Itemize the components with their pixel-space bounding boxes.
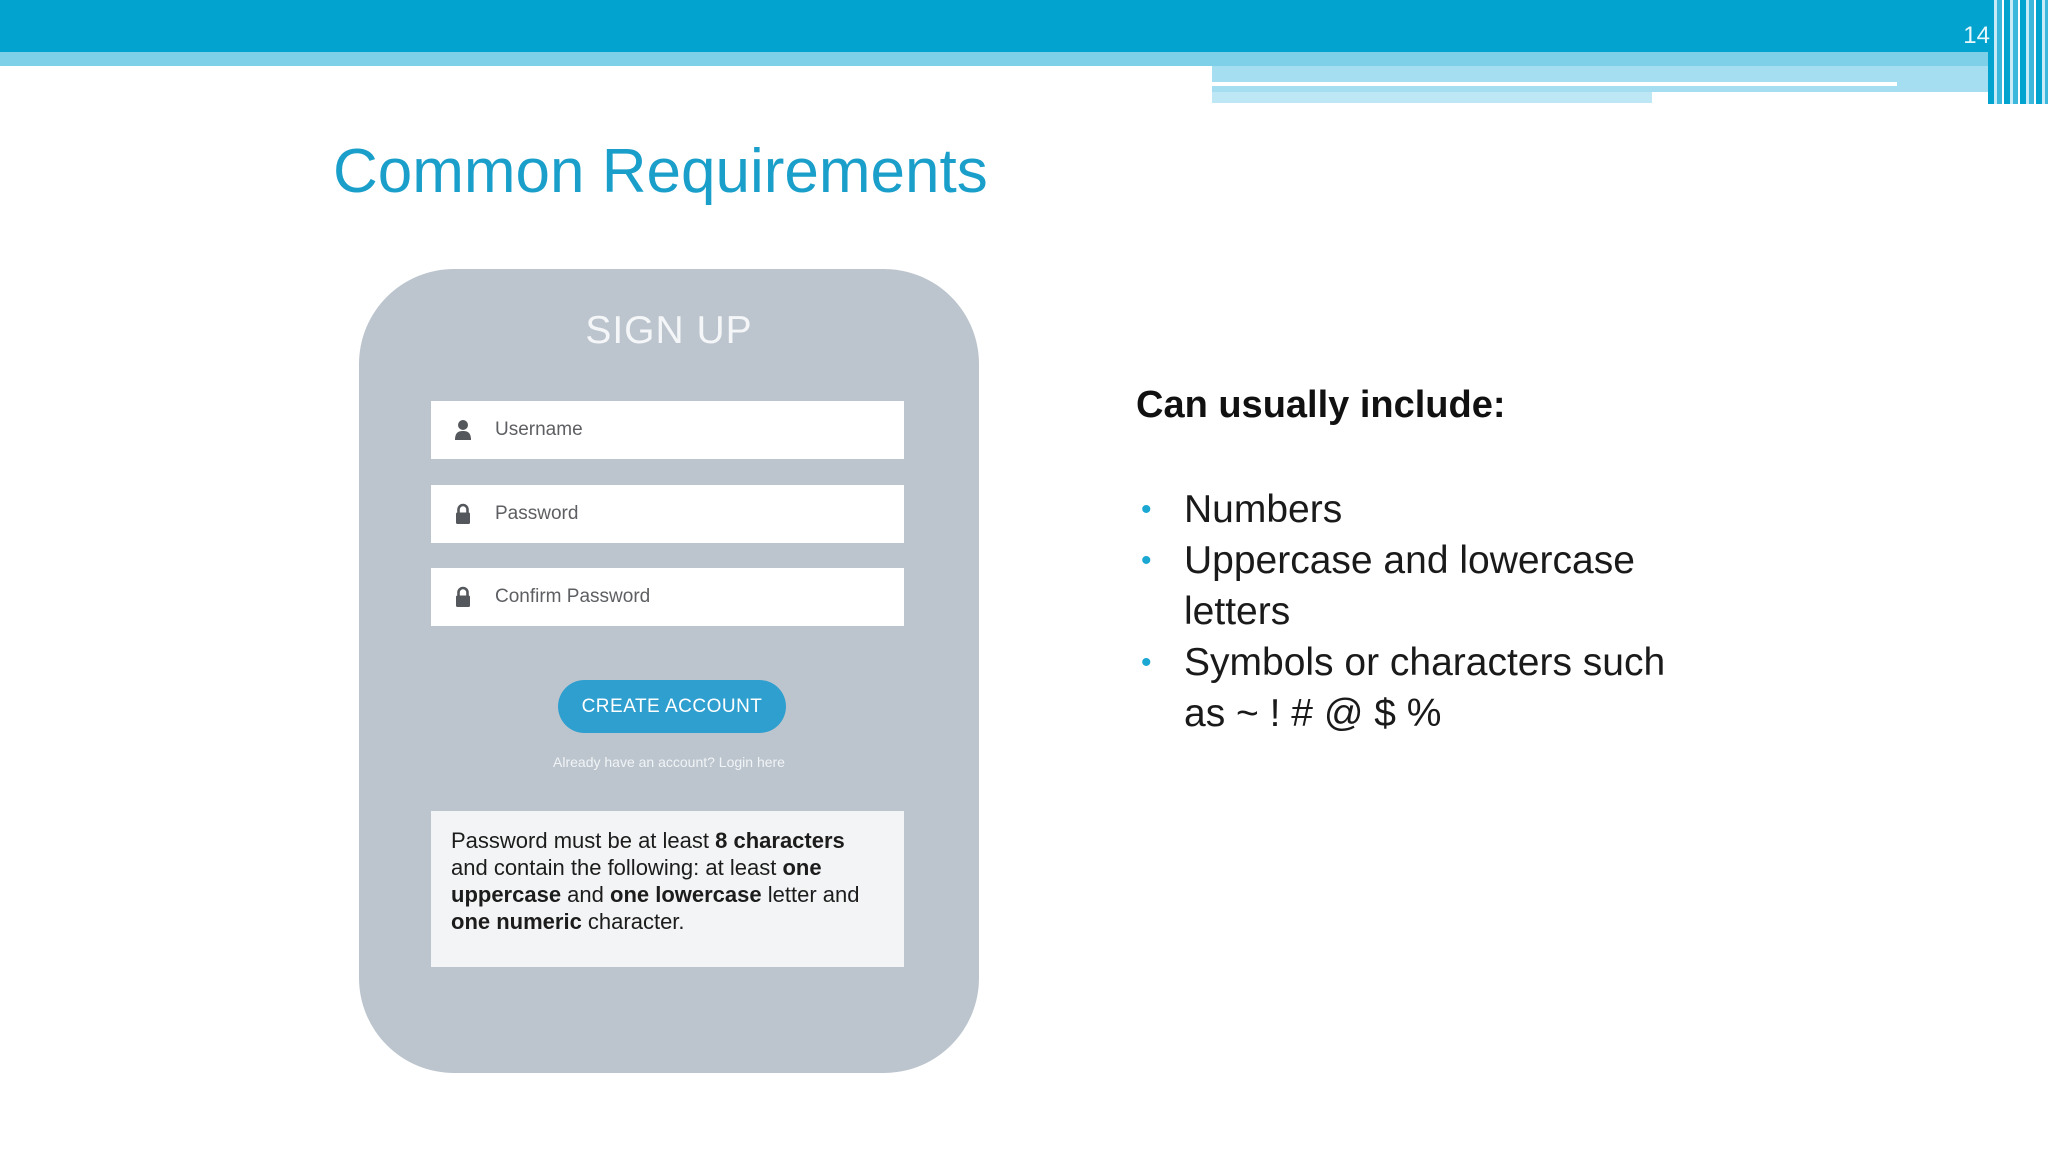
bullet-icon: • [1141, 646, 1152, 679]
password-placeholder: Password [495, 503, 579, 524]
login-link[interactable]: Already have an account? Login here [553, 754, 785, 770]
rules-text: Password must be at least [451, 828, 716, 853]
signup-title: SIGN UP [585, 309, 753, 352]
username-field[interactable] [431, 401, 904, 459]
password-field[interactable] [431, 485, 904, 543]
rules-emphasis: one lowercase [610, 882, 762, 907]
rules-text: and [561, 882, 610, 907]
list-item [1136, 484, 1696, 535]
requirements-heading: Can usually include: [1136, 384, 1506, 426]
signup-card [359, 269, 979, 1073]
rules-emphasis: one uppercase [451, 855, 822, 907]
list-item [1136, 535, 1696, 637]
bullet-icon: • [1141, 544, 1152, 577]
rules-text: letter and [761, 882, 860, 907]
lock-icon [431, 586, 495, 608]
header-line [1212, 82, 1897, 86]
list-item-text: Uppercase and lowercase letters [1184, 539, 1635, 633]
confirm-password-field[interactable] [431, 568, 904, 626]
list-item [1136, 637, 1696, 739]
bullet-icon: • [1141, 493, 1152, 526]
rules-emphasis: one numeric [451, 909, 582, 934]
create-account-button[interactable]: CREATE ACCOUNT [558, 680, 786, 733]
header-bar [0, 0, 2048, 52]
header-band-light [1212, 92, 1652, 103]
password-rules-box [431, 811, 904, 967]
list-item-text: Symbols or characters such as ~ ! # @ $ % [1184, 641, 1666, 735]
lock-icon [431, 503, 495, 525]
header-band-accent [1212, 66, 2012, 92]
rules-emphasis: 8 characters [715, 828, 845, 853]
username-placeholder: Username [495, 419, 583, 440]
page-number: 14 [1963, 22, 1990, 49]
rules-text: character. [581, 909, 685, 934]
slide-title: Common Requirements [333, 137, 988, 206]
requirements-list [1136, 484, 1696, 739]
rules-text: and contain the following: at least [451, 855, 783, 880]
confirm-password-placeholder: Confirm Password [495, 586, 651, 607]
user-icon [431, 419, 495, 441]
header-band [0, 52, 2048, 66]
list-item-text: Numbers [1184, 488, 1343, 531]
header-stripes [1988, 0, 2048, 104]
